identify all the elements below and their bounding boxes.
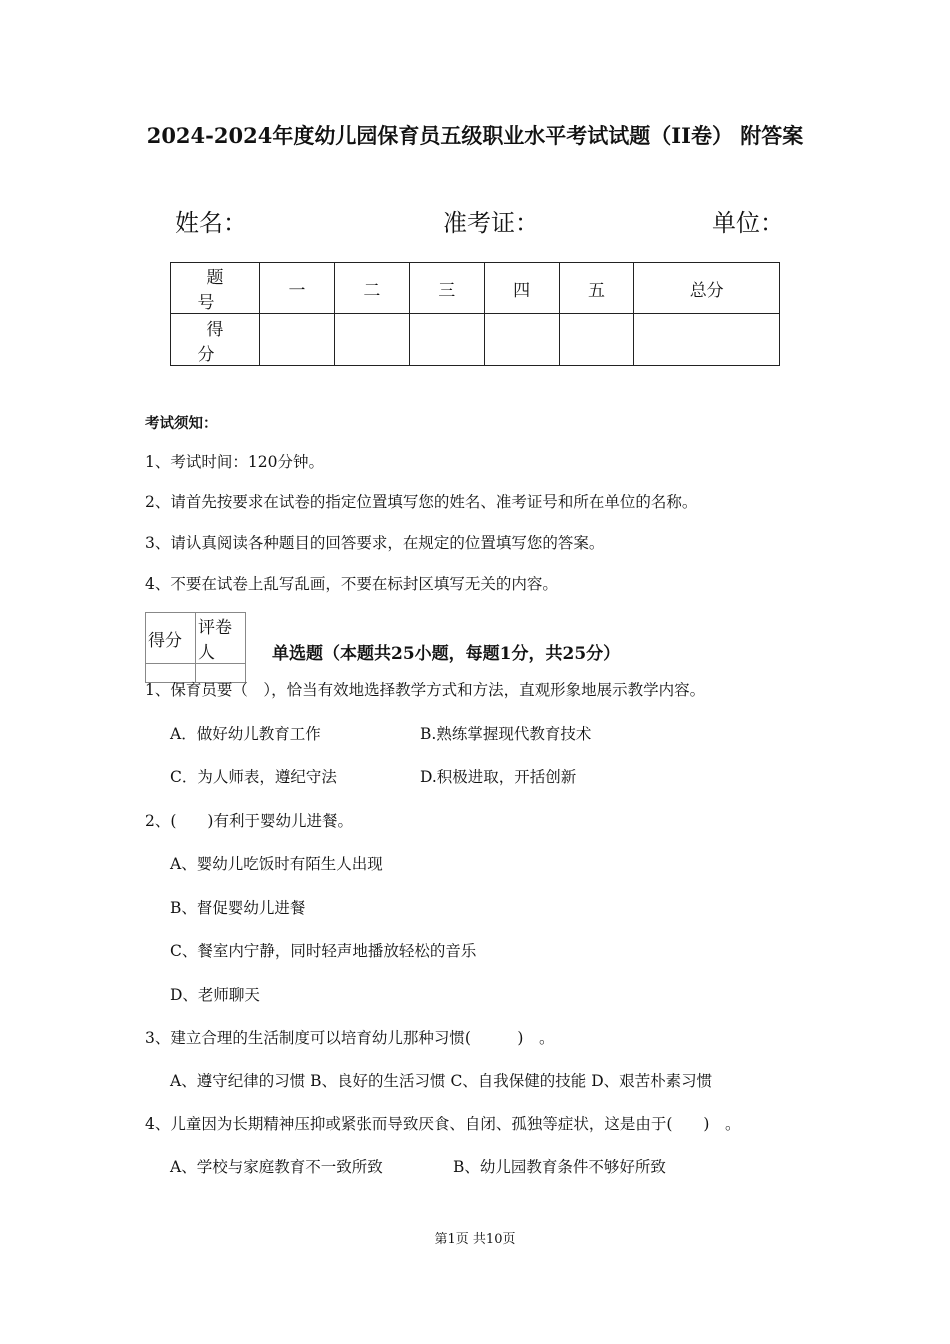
note-item: 1、考试时间：120分钟。 <box>145 453 324 471</box>
question-1-option-d: D.积极进取，开括创新 <box>420 768 577 786</box>
total-header: 总分 <box>634 263 780 314</box>
grader-score-label: 得分 <box>146 613 196 664</box>
question-1-option-c: C．为人师表，遵纪守法 <box>170 768 337 786</box>
question-2-stem: 2、( )有利于婴幼儿进餐。 <box>145 812 353 830</box>
score-cell <box>409 314 484 366</box>
question-2-option-a: A、婴幼儿吃饭时有陌生人出现 <box>170 855 383 873</box>
name-label: 姓名： <box>175 209 247 237</box>
grader-name-label: 评卷人 <box>196 613 246 664</box>
note-item: 2、请首先按要求在试卷的指定位置填写您的姓名、准考证号和所在单位的名称。 <box>145 493 698 511</box>
unit-label: 单位： <box>712 209 784 237</box>
section-3-header: 三 <box>409 263 484 314</box>
exam-id-label: 准考证： <box>443 209 539 237</box>
question-4-stem: 4、儿童因为长期精神压抑或紧张而导致厌食、自闭、孤独等症状，这是由于( ) 。 <box>145 1115 741 1133</box>
notes-heading: 考试须知： <box>145 415 218 432</box>
question-1-option-b: B.熟练掌握现代教育技术 <box>420 725 592 743</box>
score-cell <box>559 314 634 366</box>
question-4-option-b: B、幼儿园教育条件不够好所致 <box>453 1158 666 1176</box>
section-5-header: 五 <box>559 263 634 314</box>
page-footer: 第1页 共10页 <box>434 1232 516 1247</box>
question-2-option-c: C、餐室内宁静，同时轻声地播放轻松的音乐 <box>170 942 477 960</box>
question-1-option-a: A．做好幼儿教育工作 <box>170 725 321 743</box>
question-number-header: 题 号 <box>171 263 260 314</box>
question-3-options: A、遵守纪律的习惯 B、良好的生活习惯 C、自我保健的技能 D、艰苦朴素习惯 <box>170 1072 713 1090</box>
section-4-header: 四 <box>484 263 559 314</box>
question-2-option-b: B、督促婴幼儿进餐 <box>170 899 306 917</box>
note-item: 4、不要在试卷上乱写乱画，不要在标封区填写无关的内容。 <box>145 575 558 593</box>
note-item: 3、请认真阅读各种题目的回答要求，在规定的位置填写您的答案。 <box>145 534 605 552</box>
question-4-option-a: A、学校与家庭教育不一致所致 <box>170 1158 383 1176</box>
document-title: 2024-2024年度幼儿园保育员五级职业水平考试试题（II卷） 附答案 <box>146 123 804 148</box>
section-title: 单选题（本题共25小题，每题1分，共25分） <box>272 644 621 664</box>
score-table <box>170 262 780 366</box>
grader-box <box>145 612 246 683</box>
score-row-label: 得 分 <box>171 314 260 366</box>
question-2-option-d: D、老师聊天 <box>170 986 260 1004</box>
score-table-score-row <box>171 314 780 366</box>
question-3-stem: 3、建立合理的生活制度可以培育幼儿那种习惯( ) 。 <box>145 1029 555 1047</box>
question-1-stem: 1、保育员要（ ），恰当有效地选择教学方式和方法，直观形象地展示教学内容。 <box>145 681 706 699</box>
section-1-header: 一 <box>260 263 335 314</box>
score-cell <box>634 314 780 366</box>
score-cell <box>334 314 409 366</box>
score-table-header-row <box>171 263 780 314</box>
section-2-header: 二 <box>334 263 409 314</box>
score-cell <box>484 314 559 366</box>
